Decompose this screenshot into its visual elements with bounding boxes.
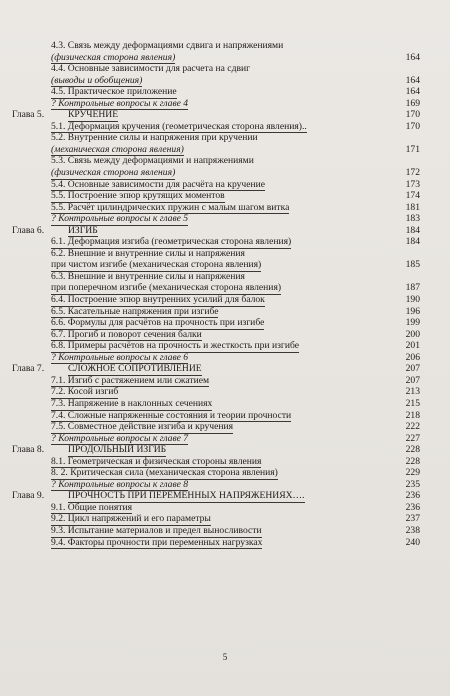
toc-page-number: 218 <box>405 409 420 421</box>
toc-page-number: 240 <box>405 536 420 548</box>
toc-page-number: 206 <box>405 351 420 363</box>
toc-entry-text: 5.5. Расчёт цилиндрических пружин с малым шагом витка <box>51 201 290 213</box>
toc-section-row <box>0 282 450 294</box>
toc-section-row <box>0 294 450 306</box>
toc-entry-text: 9.2. Цикл напряжений и его параметры <box>51 513 211 525</box>
toc-entry-text: 4.4. Основные зависимости для расчета на сдвиг <box>51 63 251 75</box>
toc-page-number: 174 <box>405 190 420 202</box>
toc-chapter-label: Глава 5. <box>12 109 45 121</box>
toc-section-row <box>0 306 450 318</box>
toc-page-number: 187 <box>405 282 420 294</box>
toc-page-number: 227 <box>405 432 420 444</box>
toc-entry-text: при поперечном изгибе (механическая сторона явления) <box>51 282 282 294</box>
toc-entry-text: ? Контрольные вопросы к главе 5 <box>51 213 189 225</box>
toc-entry-text: КРУЧЕНИЕ <box>68 109 119 121</box>
toc-page-number: 172 <box>405 167 420 179</box>
toc-chapter-row <box>0 444 450 456</box>
toc-chapter-label: Глава 6. <box>12 224 45 236</box>
toc-page-number: 190 <box>405 294 420 306</box>
toc-entry-text: 7.1. Изгиб с растяжением или сжатием <box>51 374 210 386</box>
toc-section-row <box>0 121 450 133</box>
table-of-contents <box>0 40 450 548</box>
toc-section-row <box>0 155 450 167</box>
toc-entry-text: ? Контрольные вопросы к главе 7 <box>51 432 189 444</box>
toc-section-row <box>0 202 450 214</box>
toc-section-row <box>0 236 450 248</box>
toc-chapter-label: Глава 7. <box>12 363 45 375</box>
toc-section-row <box>0 132 450 144</box>
toc-page-number: 164 <box>405 51 420 63</box>
toc-entry-text: 6.6. Формулы для расчётов на прочность при изгибе <box>51 317 265 329</box>
toc-entry-text: 8. 2. Критическая сила (механическая сторона явления) <box>51 467 278 479</box>
toc-entry-text: 6.8. Примеры расчётов на прочность и жесткость при изгибе <box>51 340 299 352</box>
toc-page-number: 201 <box>405 340 420 352</box>
toc-page-number: 207 <box>405 363 420 375</box>
toc-section-row <box>0 98 450 110</box>
toc-section-row <box>0 213 450 225</box>
toc-page-number: 170 <box>405 109 420 121</box>
toc-entry-text: ? Контрольные вопросы к главе 4 <box>51 97 189 109</box>
toc-chapter-row <box>0 109 450 121</box>
toc-page-number: 185 <box>405 259 420 271</box>
toc-entry-text: 7.5. Совместное действие изгиба и кручения <box>51 421 234 433</box>
toc-section-row <box>0 456 450 468</box>
toc-entry-text: 6.3. Внешние и внутренние силы и напряжения <box>51 270 245 282</box>
toc-page-number: 184 <box>405 236 420 248</box>
toc-page-number: 236 <box>405 501 420 513</box>
toc-entry-text: 6.4. Построение эпюр внутренних усилий для балок <box>51 294 265 306</box>
toc-entry-text: ИЗГИБ <box>68 224 98 236</box>
toc-section-row <box>0 63 450 75</box>
toc-section-row <box>0 248 450 260</box>
toc-entry-text: СЛОЖНОЕ СОПРОТИВЛЕНИЕ <box>68 363 202 375</box>
toc-page-number: 184 <box>405 224 420 236</box>
toc-page-number: 164 <box>405 74 420 86</box>
toc-section-row <box>0 537 450 549</box>
toc-section-row <box>0 386 450 398</box>
toc-entry-text: ПРОЧНОСТЬ ПРИ ПЕРЕМЕННЫХ НАПРЯЖЕНИЯХ…. <box>68 490 305 502</box>
toc-page-number: 222 <box>405 421 420 433</box>
toc-section-row <box>0 513 450 525</box>
toc-section-row <box>0 86 450 98</box>
toc-page-number: 169 <box>405 97 420 109</box>
toc-entry-text: ? Контрольные вопросы к главе 8 <box>51 478 189 490</box>
toc-entry-text: 6.2. Внешние и внутренние силы и напряжения <box>51 247 245 259</box>
toc-page-number: 215 <box>405 397 420 409</box>
toc-entry-text: 5.2. Внутренние силы и напряжения при кручении <box>51 132 258 144</box>
toc-page-number: 170 <box>405 120 420 132</box>
toc-page-number: 237 <box>405 513 420 525</box>
toc-entry-text: 6.1. Деформация изгиба (геометрическая сторона явления) <box>51 236 292 248</box>
toc-page-number: 207 <box>405 374 420 386</box>
toc-chapter-label: Глава 9. <box>12 490 45 502</box>
toc-section-row <box>0 398 450 410</box>
toc-section-row <box>0 52 450 64</box>
toc-entry-text: 5.4. Основные зависимости для расчёта на кручение <box>51 178 266 190</box>
toc-section-row <box>0 259 450 271</box>
toc-section-row <box>0 75 450 87</box>
toc-chapter-row <box>0 363 450 375</box>
toc-section-row <box>0 502 450 514</box>
toc-section-row <box>0 317 450 329</box>
toc-page-number: 171 <box>405 143 420 155</box>
toc-section-row <box>0 352 450 364</box>
toc-section-row <box>0 433 450 445</box>
toc-entry-text: 7.2. Косой изгиб <box>51 386 119 398</box>
toc-chapter-row <box>0 225 450 237</box>
toc-page-number: 238 <box>405 524 420 536</box>
toc-entry-text: 9.1. Общие понятия <box>51 501 132 513</box>
toc-entry-text: 6.7. Прогиб и поворот сечения балки <box>51 328 202 340</box>
toc-section-row <box>0 467 450 479</box>
toc-section-row <box>0 340 450 352</box>
toc-entry-text: 4.5. Практическое приложение <box>51 86 177 98</box>
toc-entry-text: 8.1. Геометрическая и физическая стороны явления <box>51 455 262 467</box>
toc-page-number: 164 <box>405 86 420 98</box>
toc-page-number: 199 <box>405 317 420 329</box>
toc-entry-text: 5.5. Построение эпюр крутящих моментов <box>51 190 225 202</box>
toc-page-number: 213 <box>405 386 420 398</box>
toc-section-row <box>0 190 450 202</box>
toc-page-number: 173 <box>405 178 420 190</box>
toc-page-number: 236 <box>405 490 420 502</box>
toc-entry-text: (механическая сторона явления) <box>51 143 184 155</box>
toc-entry-text: 6.5. Касательные напряжения при изгибе <box>51 305 219 317</box>
toc-section-row <box>0 375 450 387</box>
toc-page-number: 200 <box>405 328 420 340</box>
toc-section-row <box>0 40 450 52</box>
page-number: 5 <box>222 652 228 662</box>
toc-section-row <box>0 167 450 179</box>
toc-section-row <box>0 410 450 422</box>
toc-section-row <box>0 271 450 283</box>
toc-chapter-row <box>0 490 450 502</box>
toc-section-row <box>0 479 450 491</box>
toc-section-row <box>0 144 450 156</box>
toc-entry-text: 4.3. Связь между деформациями сдвига и напряжениями <box>51 40 284 51</box>
toc-entry-text: 7.3. Напряжение в наклонных сечениях <box>51 397 213 409</box>
toc-entry-text: 5.3. Связь между деформациями и напряжениями <box>51 155 254 167</box>
toc-section-row <box>0 329 450 341</box>
toc-entry-text: (физическая сторона явления) <box>51 167 176 179</box>
toc-page-number: 228 <box>405 444 420 456</box>
toc-page-number: 228 <box>405 455 420 467</box>
toc-page-number: 235 <box>405 478 420 490</box>
toc-entry-text: при чистом изгибе (механическая сторона явления) <box>51 259 262 271</box>
toc-entry-text: (выводы и обобщения) <box>51 74 143 86</box>
toc-page-number: 196 <box>405 305 420 317</box>
toc-entry-text: (физическая сторона явления) <box>51 51 176 63</box>
toc-entry-text: ? Контрольные вопросы к главе 6 <box>51 351 189 363</box>
toc-section-row <box>0 421 450 433</box>
toc-page-number: 229 <box>405 467 420 479</box>
toc-entry-text: 7.4. Сложные напряженные состояния и теории прочности <box>51 409 292 421</box>
toc-page-number: 181 <box>405 201 420 213</box>
toc-entry-text: 9.3. Испытание материалов и предел выносливости <box>51 524 262 536</box>
toc-entry-text: ПРОДОЛЬНЫЙ ИЗГИБ <box>68 444 167 456</box>
toc-section-row <box>0 525 450 537</box>
toc-chapter-label: Глава 8. <box>12 444 45 456</box>
toc-section-row <box>0 179 450 191</box>
toc-page-number: 183 <box>405 213 420 225</box>
toc-entry-text: 5.1. Деформация кручения (геометрическая сторона явления).. <box>51 120 307 132</box>
toc-entry-text: 9.4. Факторы прочности при переменных нагрузках <box>51 536 263 548</box>
